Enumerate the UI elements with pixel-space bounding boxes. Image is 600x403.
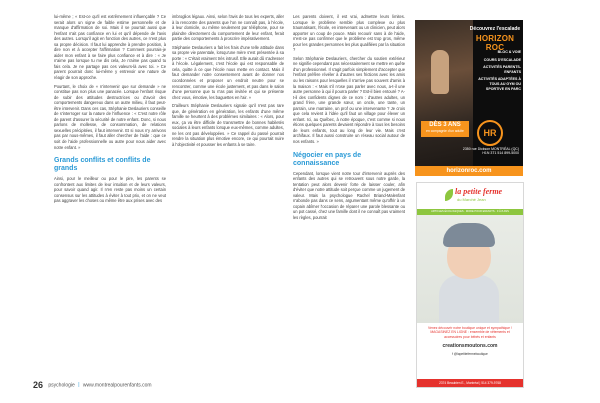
- list-item: BLOC & VOIE: [497, 50, 521, 54]
- ad-headline: Découvrez l'escalade: [469, 26, 521, 32]
- article-column-3: [293, 14, 405, 224]
- paragraph: Cependant, lorsque vient notre tour d'intervenir auprès des enfants des autres qui se retrouvent sous notre garde, la tentation peut alors devenir forte de laisser couler, afin d'éviter que notre attitude soit perçue comme un jugement de valeur. Mais la psychologue Rachel Briand-Malenfant n'abonde pas dans ce sens, argumentant même qu'offrir à un copain abîmer l'occasion de réparer une parole blessante ou un pot cassé, chez une famille dont il ne connaît pas vraiment les règles, pourrait: [293, 170, 405, 220]
- footer-url[interactable]: www.montrealpourenfants.com: [82, 382, 152, 389]
- ad-horizon-roc[interactable]: [415, 20, 523, 176]
- page-footer: [33, 380, 152, 390]
- section-heading: Grands conflits et conflits de grands: [54, 157, 151, 173]
- baby-hat: [443, 223, 495, 247]
- ad-petite-ferme[interactable]: [416, 182, 524, 388]
- article-column-2: [172, 14, 284, 151]
- article-column-1: [54, 14, 166, 207]
- paragraph: D'ailleurs Stéphanie Deslauriers signale qu'il n'est pas rare que, de génération en génération, les enfants d'une même famille se heurtent à des problèmes similaires : « Alors, pour eux, ça va être difficile de transmettre de bonnes habiletés sociales à leurs enfants lorsque eux-mêmes, comme adultes, ne les ont pas développées. » Ce rappel du passé pourrait rendre la situation plus émotive encore, ce qui pourrait nuire à l'objectivité et pousser les enfants à se taire.: [172, 103, 284, 148]
- baby-body: [439, 275, 499, 323]
- section-heading: Négocier en pays de connaissance: [293, 151, 362, 167]
- ad-band: ARTICLES ÉCOLOGIQUES · MODE POUR ENFANTS · 0 À 8 ANS: [417, 209, 523, 215]
- baby-photo: [417, 215, 523, 323]
- paragraph: lui-même ; « Est-ce qu'il est extrêmement influençable ? Ce serait alors un signe de faible estime personnelle et de manque d'affirmation de soi. Mais il se pourrait aussi que l'enfant n'ait pas confiance en lui et qu'il dépende de l'avis des autres. Lorsqu'il agit en fonction des autres, ce n'est plus sa propre décision. Il faut lui apprendre à prendre position, à dire non et à accepter l'affirmation ? Comment pourrais-je aider mon enfant à se faire plus confiance et à dire : « Je n'aime pas lorsque tu me dis cela, Je n'aime pas quand tu fais cela. Je ne partage pas ces valeurs-là avec toi. » Ce parent pourrait donc lui-même y entrevoir une nature de réagir de son approche.: [54, 14, 166, 81]
- list-item: ACTIVITÉS ADAPTÉES À TOUS AU GYM OU SPORTIVE EN PARC: [478, 77, 521, 91]
- ad-title: la petite ferme: [455, 187, 503, 196]
- age-subtitle: en compagnie d'un adulte: [426, 129, 464, 133]
- paragraph: Stéphanie Deslauriers a fait les frais d'une telle attitude dans sa propre vie parentale, lorsqu'une mère s'est présentée à sa porte : « C'était vraiment très intrusif. Elle aurait dû s'adresser à l'école. Légalement, c'est l'école qui est responsable de cela, quitte à ce que l'école nous mette en contact. Mais il faut demander notre consentement avant de donner nos coordonnées et proposer un endroit neutre pour se rencontrer, comme une école justement, et pas dans le salon d'une personne que tu n'as pas invitée et qui se présente chez vous, émotive, les baguettes en l'air. »: [172, 44, 284, 100]
- paragraph: Selon Stéphanie Deslauriers, chercher du soutien extérieur ne signifie cependant pas nécessairement se mettre en quête d'un professionnel. Il s'agit parfois simplement d'accepter que l'enfant préfère révéler à d'autres ses frictions avec les amis ou les raisons pour lesquelles il n'arrive pas souvent d'amis à la maison : « Mais s'il n'ose pas parler avec nous, a-t-il une autre personne à qui il pourra parler ? Est-il bien entouré ? A-t-il des confidents dignes de ce nom : d'autres adultes, un grand frère, une grande sœur, un oncle, une tante, un parrain, une marraine, un prof ou une intervenante ? Je crois que cela revient à l'idée qu'il faut un village pour élever un enfant. Ici, au Québec, à notre époque, c'est comme si nous étions quelques parents devaient répondre à tous les besoins de leurs enfants, tout au long de leur vie. Mais c'est archifaux. Il faut aussi construire un réseau social autour de nos enfants. »: [293, 55, 405, 145]
- list-item: ACTIVITÉS PARENTS-ENFANTS: [483, 65, 521, 74]
- ad-subtitle: du Marché Jean: [457, 197, 486, 202]
- ad-header: [417, 183, 523, 209]
- list-item: COURS D'ESCALADE: [483, 57, 521, 62]
- hr-logo-icon: HR: [477, 120, 503, 146]
- ad-address: 2374 Beaubien E., Montréal | 514 379-9768: [417, 379, 523, 387]
- paragraph: Pourtant, le choix de « n'intervenir que sur demande » ne constitue pas non plus une panacée. Lorsque l'enfant risque de subir des attitudes destructrices ou d'avoir des comportements dangereux dans un autre milieu, il faut peut-être intervenir. Dans ces cas, Stéphanie Deslauriers conseille de s'interroger sur la nature de l'influence : « C'est notre rôle de parent d'assurer la sécurité de notre enfant. Donc, si nous parlons de mollesse, de consommation, de relations sexuelles précipitées, il faut intervenir. Et si nous n'y arrivons pas par nous-mêmes, il faut aller chercher de l'aide : que ce soit de l'aide professionnelle ou autre pour nous aider avec notre enfant. »: [54, 83, 166, 150]
- paragraph: Ainsi, pour le meilleur ou pour le pire, les parents se confrontent aux limites de leur intuition et de leurs valeurs, pour savoir quand agir. Il n'en reste pas moins un certain consensus sur les attitudes à éviter à tout prix, et on ne veut pas aggraver les choses ou même être aux prises avec des: [54, 176, 166, 204]
- age-badge: [421, 121, 469, 137]
- footer-section: psychologie: [48, 382, 75, 389]
- paragraph: imbroglios légaux. Ainsi, selon l'avis de tous les experts, aller à la rencontre des parents que l'on ne connaît pas, à l'école, à leur domicile, ou même seulement par téléphone, pour se plaindre directement du comportement de leur enfant, ferait partie des comportements à proscrire impérativement.: [172, 14, 284, 42]
- ad-brand: HORIZON ROC: [475, 34, 515, 52]
- leaf-icon: [445, 189, 453, 201]
- ad-address: 2350 rue Dickson MONTRÉAL (QC) H1N 3T1 514 899-5000: [462, 147, 519, 156]
- ad-url[interactable]: horizonroc.com: [415, 166, 523, 176]
- ad-message: Venez découvrir notre boutique unique et sympathique ! MAGASINEZ EN LIGNE : ensemble de vêtements et accessoires pour bébés et enfants: [428, 326, 512, 339]
- ad-social[interactable]: f @lapetitefermeboutique: [452, 351, 488, 356]
- ad-website[interactable]: creationsmoutons.com: [442, 342, 498, 349]
- age-title: DÈS 3 ANS: [429, 122, 461, 128]
- ad-feature-list: [475, 50, 521, 94]
- paragraph: Les parents doivent, il est vrai, admettre leurs limites. Lorsque le problème semble plus complexe ou plus traumatisant, l'école, en intervenant ou un clinicien, peut alors apporter un coup de pouce. Mais recourir sans à de l'aide, n'est-ce pas confirmer que le problème est trop gros, même pour les grandes personnes les plus qualifiées par la situation ?: [293, 14, 405, 53]
- footer-separator: |: [78, 382, 80, 389]
- climber-figure: [431, 50, 449, 94]
- page-number: 26: [33, 380, 44, 390]
